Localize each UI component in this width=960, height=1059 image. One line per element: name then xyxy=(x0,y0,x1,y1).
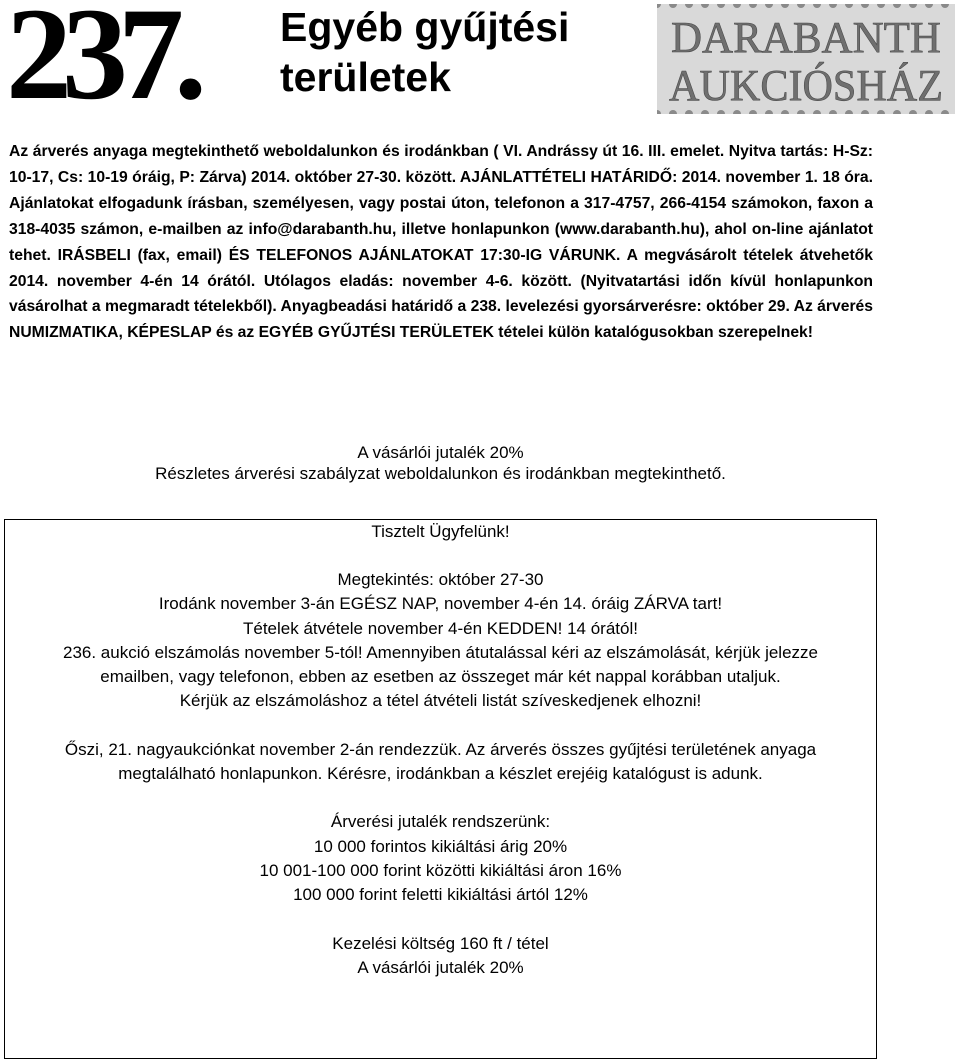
page-title xyxy=(280,2,640,102)
buyer-commission: A vásárlói jutalék 20% xyxy=(357,957,524,977)
autumn-auction-info: Őszi, 21. nagyaukciónkat november 2-án rendezzük. Az árverés összes gyűjtési területének anyaga megtalálható honlapunkon. Kérésre, irodánkban a készlet erejéig katalógust is adunk. xyxy=(64,739,817,784)
pickup-info: Tételek átvétele november 4-én KEDDEN! 14 órától! xyxy=(243,618,638,638)
title-line: Egyéb gyűjtési xyxy=(280,4,570,50)
settlement-info: 236. aukció elszámolás november 5-tól! Amennyiben átutalással kéri az elszámolását, kérjük jelezze emailben, vagy telefonon, ebben az esetben az összeget már két nappal korábban utaljuk. xyxy=(63,642,818,687)
darabanth-logo xyxy=(657,4,955,114)
title-line: területek xyxy=(280,54,451,100)
office-hours: Irodánk november 3-án EGÉSZ NAP, november 4-én 14. óráig ZÁRVA tart! xyxy=(158,594,723,614)
handling-fee: Kezelési költség 160 ft / tétel xyxy=(332,933,549,953)
greeting: Tisztelt Ügyfelünk! xyxy=(371,522,510,541)
customer-notice-box xyxy=(4,519,877,1059)
bring-list-info: Kérjük az elszámoláshoz a tétel átvételi listát szíveskedjenek elhozni! xyxy=(179,691,702,711)
logo-line2: AUKCIÓSHÁZ xyxy=(669,61,943,110)
commission-tier: 100 000 forint feletti kikiáltási ártól 12% xyxy=(293,885,588,905)
commission-system-title: Árverési jutalék rendszerünk: xyxy=(330,812,551,832)
auction-number: 237. xyxy=(6,0,197,127)
commission-line: A vásárlói jutalék 20% xyxy=(357,443,524,462)
commission-tier: 10 000 forintos kikiáltási árig 20% xyxy=(313,836,568,856)
rules-line: Részletes árverési szabályzat weboldalunkon és irodánkban megtekinthető. xyxy=(155,464,726,483)
commission-tier: 10 001-100 000 forint közötti kikiáltási áron 16% xyxy=(259,860,622,880)
commission-info xyxy=(0,442,881,484)
auction-notice: Az árverés anyaga megtekinthető weboldalunkon és irodánkban ( VI. Andrássy út 16. III. emelet. Nyitva tartás: H-Sz: 10-17, Cs: 10-19 óráig, P: Zárva) 2014. október 27-30. között. AJÁNLATTÉTELI HATÁRIDŐ: 2014. november 1. 18 óra. Ajánlatokat elfogadunk írásban, személyesen, vagy postai úton, telefonon a 317-4757, 266-4154 számokon, faxon a 318-4035 számon, e-mailben az info@darabanth.hu, illetve honlapunkon (www.darabanth.hu), ahol on-line ajánlatot tehet. IRÁSBELI (fax, email) ÉS TELEFONOS AJÁNLATOKAT 17:30-IG VÁRUNK. A megvásárolt tételek átvehetők 2014. november 4-én 14 órától. Utólagos eladás: november 4-6. között. (Nyitvatartási időn kívül honlapunkon vásárolhat a megmaradt tételekből). Anyagbeadási határidő a 238. levelezési gyorsárverésre: október 29. Az árverés NUMIZMATIKA, KÉPESLAP és az EGYÉB GYŰJTÉSI TERÜLETEK tételei külön katalógusokban szerepelnek! xyxy=(9,143,873,342)
viewing-dates: Megtekintés: október 27-30 xyxy=(337,570,544,589)
logo-line1: DARABANTH xyxy=(671,13,941,62)
